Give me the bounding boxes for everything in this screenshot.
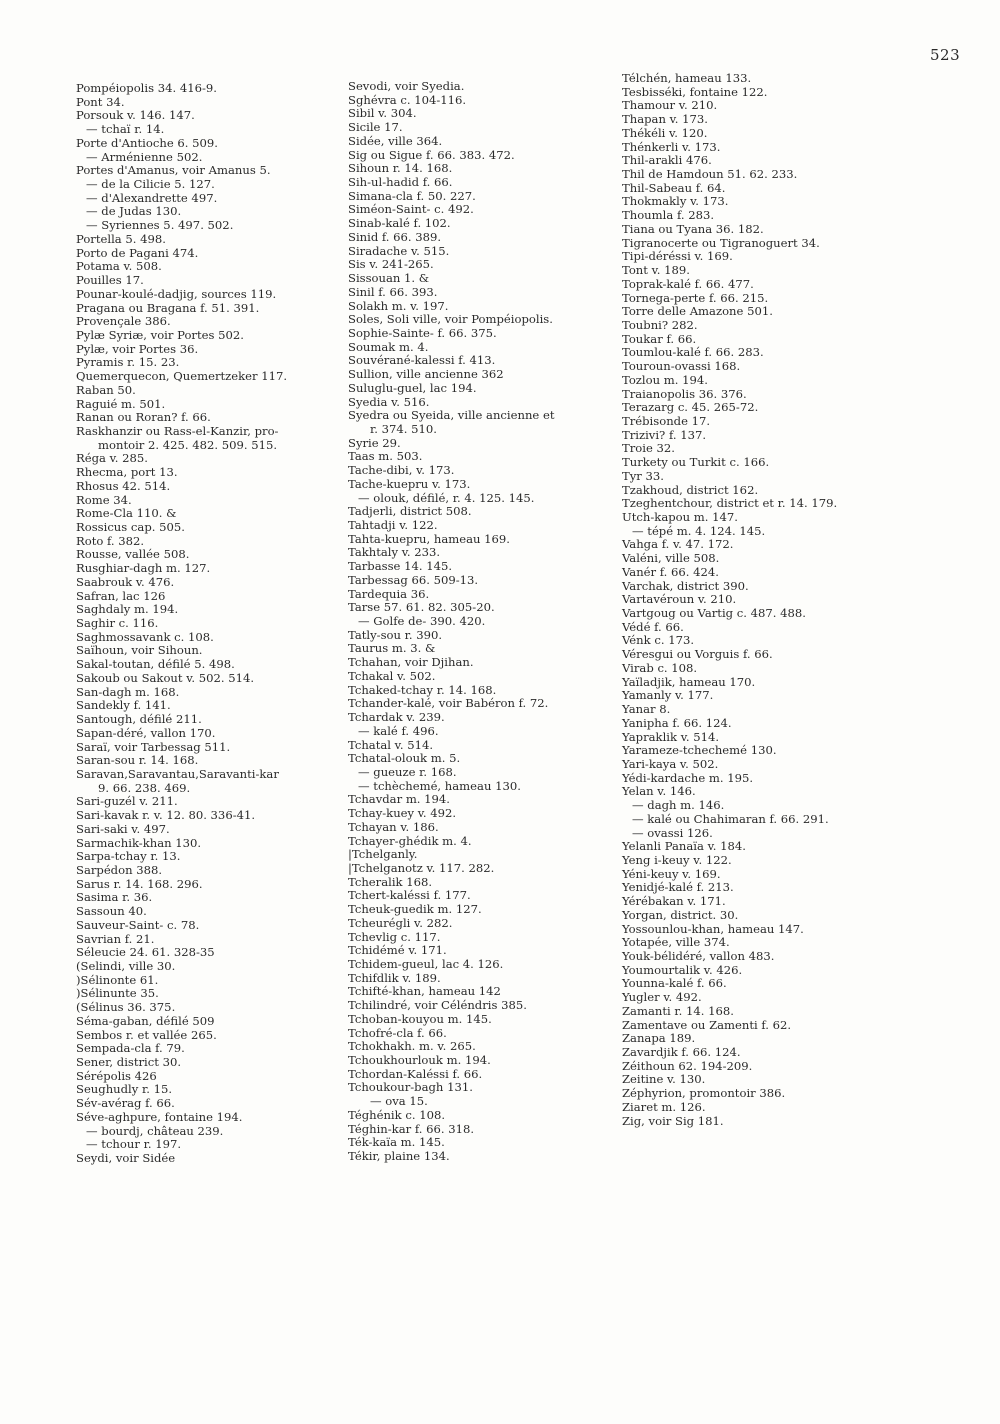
index-entry: — tchour r. 197. xyxy=(86,1137,182,1152)
index-entry: Thénkerli v. 173. xyxy=(622,139,721,154)
index-entry: Tchilindré, voir Céléndris 385. xyxy=(348,998,527,1013)
index-entry: Varchak, district 390. xyxy=(622,578,749,593)
index-entry: Tzakhoud, district 162. xyxy=(622,482,759,497)
index-entry: Tchayan v. 186. xyxy=(348,819,439,834)
index-entry: Tchoukhourlouk m. 194. xyxy=(348,1053,491,1068)
index-entry: Youmourtalik v. 426. xyxy=(622,962,743,977)
page-number: 523 xyxy=(930,46,961,64)
index-entry: Zanapa 189. xyxy=(622,1031,696,1046)
index-column-1 xyxy=(76,82,344,1166)
index-entry: Vartavéroun v. 210. xyxy=(622,592,737,607)
index-entry: Toprak-kalé f. 66. 477. xyxy=(622,276,754,291)
index-entry: Torre delle Amazone 501. xyxy=(622,304,773,319)
index-entry: Sarmachik-khan 130. xyxy=(76,835,202,850)
index-entry: — tchaï r. 14. xyxy=(86,122,165,137)
index-entry: Seydi, voir Sidée xyxy=(76,1151,176,1166)
index-entry: Suluglu-guel, lac 194. xyxy=(348,380,477,395)
index-entry: — Arménienne 502. xyxy=(86,149,203,164)
index-entry: Sérépolis 426 xyxy=(76,1068,157,1083)
index-entry: Yugler v. 492. xyxy=(622,990,702,1005)
index-entry: Saran-sou r. 14. 168. xyxy=(76,753,199,768)
index-entry: Younna-kalé f. 66. xyxy=(622,976,727,991)
index-entry: Zig, voir Sig 181. xyxy=(622,1113,724,1128)
index-entry: Thamour v. 210. xyxy=(622,98,718,113)
index-entry: Tcheralik 168. xyxy=(348,874,433,889)
index-entry: Sarpa-tchay r. 13. xyxy=(76,849,181,864)
index-entry: Yapraklik v. 514. xyxy=(622,729,720,744)
index-entry: Tzeghentchour, district et r. 14. 179. xyxy=(622,496,838,511)
index-entry: Seughudly r. 15. xyxy=(76,1082,173,1097)
index-entry: Sidée, ville 364. xyxy=(348,133,443,148)
index-entry: Rhosus 42. 514. xyxy=(76,478,171,493)
index-entry: Sari-kavak r. v. 12. 80. 336-41. xyxy=(76,808,256,823)
index-entry: Sapan-déré, vallon 170. xyxy=(76,725,216,740)
index-entry: Souvérané-kalessi f. 413. xyxy=(348,353,496,368)
index-entry: Tchifté-khan, hameau 142 xyxy=(348,984,501,999)
index-entry: r. 374. 510. xyxy=(370,421,437,436)
index-entry: (Selindi, ville 30. xyxy=(76,959,176,973)
index-entry: Utch-kapou m. 147. xyxy=(622,510,738,524)
index-entry: Tache-kuepru v. 173. xyxy=(348,476,471,491)
index-entry: Yelan v. 146. xyxy=(622,784,696,799)
index-entry: Yérébakan v. 171. xyxy=(622,894,726,909)
index-entry: Tchaked-tchay r. 14. 168. xyxy=(348,682,497,697)
index-entry: — ovassi 126. xyxy=(632,825,713,840)
index-entry: — olouk, défilé, r. 4. 125. 145. xyxy=(358,490,535,505)
index-entry: Valéni, ville 508. xyxy=(622,551,720,566)
index-entry: Tcheurégli v. 282. xyxy=(348,915,453,930)
index-entry: Vénk c. 173. xyxy=(622,633,695,648)
index-entry: Tchay-kuey v. 492. xyxy=(348,806,457,821)
index-entry: Yelanli Panaïa v. 184. xyxy=(622,839,746,854)
index-entry: Sophie-Sainte- f. 66. 375. xyxy=(348,325,497,340)
index-entry: Saghdaly m. 194. xyxy=(76,602,179,617)
index-entry: Tigranocerte ou Tigranoguert 34. xyxy=(622,235,820,250)
index-entry: Pylæ Syriæ, voir Portes 502. xyxy=(76,327,244,342)
index-entry: 9. 66. 238. 469. xyxy=(98,780,191,795)
index-entry: Pylæ, voir Portes 36. xyxy=(76,341,199,356)
index-entry: Toukar f. 66. xyxy=(622,331,697,346)
index-entry: Tozlou m. 194. xyxy=(622,372,708,387)
index-entry: Zéithoun 62. 194-209. xyxy=(622,1058,753,1073)
index-entry: Rome 34. xyxy=(76,492,132,507)
index-entry: Rome-Cla 110. & xyxy=(76,506,177,521)
index-entry: |Tchelganotz v. 117. 282. xyxy=(348,860,495,875)
index-entry: — bourdj, château 239. xyxy=(86,1123,224,1138)
index-entry: Sih-ul-hadid f. 66. xyxy=(348,175,453,190)
index-entry: Tadjerli, district 508. xyxy=(348,504,472,519)
index-entry: — de Judas 130. xyxy=(86,204,182,219)
index-entry: Tarse 57. 61. 82. 305-20. xyxy=(348,600,495,615)
index-entry: Sakoub ou Sakout v. 502. 514. xyxy=(76,670,255,685)
index-entry: Sinil f. 66. 393. xyxy=(348,284,438,299)
index-entry: Thékéli v. 120. xyxy=(622,125,708,140)
index-entry: Tiana ou Tyana 36. 182. xyxy=(622,221,764,236)
index-entry: Saghir c. 116. xyxy=(76,616,159,631)
index-entry: Yaïladjik, hameau 170. xyxy=(622,674,756,689)
index-entry: Sév-avérag f. 66. xyxy=(76,1096,175,1111)
index-entry: Raskhanzir ou Rass-el-Kanzir, pro- xyxy=(76,423,279,438)
index-entry: Tchoban-kouyou m. 145. xyxy=(348,1011,492,1026)
index-entry: — tchèchemé, hameau 130. xyxy=(358,778,521,793)
index-entry: Rusghiar-dagh m. 127. xyxy=(76,561,211,576)
index-entry: Tache-dibi, v. 173. xyxy=(348,463,455,478)
index-entry: Sihoun r. 14. 168. xyxy=(348,161,453,176)
index-entry: — dagh m. 146. xyxy=(632,798,725,813)
index-entry: Téghin-kar f. 66. 318. xyxy=(348,1121,475,1136)
index-entry: Pont 34. xyxy=(76,94,125,109)
index-entry: Roto f. 382. xyxy=(76,533,145,548)
index-entry: Tesbisséki, fontaine 122. xyxy=(622,84,768,99)
index-entry: Sarus r. 14. 168. 296. xyxy=(76,876,203,891)
index-entry: Véresgui ou Vorguis f. 66. xyxy=(622,647,773,662)
index-entry: Tchidem-gueul, lac 4. 126. xyxy=(348,957,504,971)
index-entry: Taurus m. 3. & xyxy=(348,641,436,656)
index-entry: Sghévra c. 104-116. xyxy=(348,92,467,107)
index-entry: — kalé ou Chahimaran f. 66. 291. xyxy=(632,811,829,826)
index-entry: — d'Alexandrette 497. xyxy=(86,190,218,205)
index-entry: Syedra ou Syeida, ville ancienne et xyxy=(348,408,555,423)
index-entry: Quemerquecon, Quemertzeker 117. xyxy=(76,369,288,384)
index-entry: Zéphyrion, promontoir 386. xyxy=(622,1086,786,1101)
index-entry: Rhecma, port 13. xyxy=(76,465,178,480)
index-entry: Soumak m. 4. xyxy=(348,339,429,354)
index-entry: Turkety ou Turkit c. 166. xyxy=(622,455,770,470)
index-entry: Védé f. 66. xyxy=(622,619,684,634)
index-entry: Pouilles 17. xyxy=(76,273,144,288)
index-entry: Sandekly f. 141. xyxy=(76,698,171,713)
index-entry: Vahga f. v. 47. 172. xyxy=(622,537,734,552)
index-entry: Zeitine v. 130. xyxy=(622,1072,706,1087)
index-entry: Sarpédon 388. xyxy=(76,862,163,877)
index-entry: Vartgoug ou Vartig c. 487. 488. xyxy=(622,606,806,621)
index-entry: Yorgan, district. 30. xyxy=(622,907,739,922)
index-entry: Syrie 29. xyxy=(348,435,401,450)
index-entry: Yari-kaya v. 502. xyxy=(622,756,719,771)
index-entry: Yossounlou-khan, hameau 147. xyxy=(622,921,804,936)
index-entry: Takhtaly v. 233. xyxy=(348,545,441,560)
index-entry: |Tchelganly. xyxy=(348,847,418,862)
index-entry: Zavardjik f. 66. 124. xyxy=(622,1045,741,1060)
index-entry: Provençale 386. xyxy=(76,314,171,329)
index-entry: Youk-bélidéré, vallon 483. xyxy=(622,949,775,963)
index-entry: Thil-Sabeau f. 64. xyxy=(622,180,726,195)
index-entry: Sembos r. et vallée 265. xyxy=(76,1027,217,1042)
index-entry: Sinab-kalé f. 102. xyxy=(348,216,451,231)
index-entry: — ova 15. xyxy=(370,1094,428,1109)
index-entry: Thil de Hamdoun 51. 62. 233. xyxy=(622,167,798,182)
index-entry: Ziaret m. 126. xyxy=(622,1099,706,1114)
index-entry: Tchoukour-bagh 131. xyxy=(348,1080,473,1095)
index-entry: Saïhoun, voir Sihoun. xyxy=(76,643,203,658)
index-entry: (Sélinus 36. 375. xyxy=(76,1000,176,1015)
index-entry: Tchayer-ghédik m. 4. xyxy=(348,833,472,848)
index-entry: Tchokhakh. m. v. 265. xyxy=(348,1039,476,1054)
index-entry: Sauveur-Saint- c. 78. xyxy=(76,917,200,932)
index-entry: Troie 32. xyxy=(622,441,675,456)
index-entry: Tchatal v. 514. xyxy=(348,737,434,752)
index-entry: Téghénik c. 108. xyxy=(348,1107,446,1122)
index-entry: Taas m. 503. xyxy=(348,449,423,464)
index-entry: Savrian f. 21. xyxy=(76,931,155,946)
index-entry: Yenidjé-kalé f. 213. xyxy=(622,880,734,895)
index-entry: Portes d'Amanus, voir Amanus 5. xyxy=(76,163,271,178)
index-entry: Trizivi? f. 137. xyxy=(622,427,707,442)
index-entry: Tchander-kalé, voir Babéron f. 72. xyxy=(348,696,549,711)
index-entry: Tyr 33. xyxy=(622,468,664,483)
index-entry: Tont v. 189. xyxy=(622,263,690,278)
index-entry: )Sélinunte 35. xyxy=(76,986,159,1001)
index-entry: Sis v. 241-265. xyxy=(348,257,434,272)
index-entry: Safran, lac 126 xyxy=(76,588,166,603)
index-entry: Sevodi, voir Syedia. xyxy=(348,79,465,93)
index-entry: Rossicus cap. 505. xyxy=(76,520,185,534)
index-entry: Tékir, plaine 134. xyxy=(348,1149,450,1164)
index-entry: Tchahan, voir Djihan. xyxy=(348,655,474,670)
index-entry: montoir 2. 425. 482. 509. 515. xyxy=(98,437,278,452)
index-entry: Zamanti r. 14. 168. xyxy=(622,1003,734,1018)
index-entry: Tarbasse 14. 145. xyxy=(348,559,453,574)
index-entry: Virab c. 108. xyxy=(622,660,698,675)
index-entry: Sakal-toutan, défilé 5. 498. xyxy=(76,657,235,672)
index-entry: Thil-arakli 476. xyxy=(622,153,712,168)
index-entry: Thapan v. 173. xyxy=(622,112,708,127)
index-entry: Pyramis r. 15. 23. xyxy=(76,355,180,370)
index-entry: Saravan,Saravantau,Saravanti-kar xyxy=(76,766,279,781)
index-entry: Porsouk v. 146. 147. xyxy=(76,108,195,123)
index-entry: Porto de Pagani 474. xyxy=(76,245,199,260)
index-entry: Ranan ou Roran? f. 66. xyxy=(76,410,211,425)
index-entry: Tchofré-cla f. 66. xyxy=(348,1025,447,1040)
index-entry: Sari-guzél v. 211. xyxy=(76,794,178,809)
index-entry: Tchordan-Kaléssi f. 66. xyxy=(348,1066,483,1081)
index-entry: Toumlou-kalé f. 66. 283. xyxy=(622,345,764,360)
index-entry: Tornega-perte f. 66. 215. xyxy=(622,290,769,305)
index-entry: Tardequia 36. xyxy=(348,586,430,601)
index-entry: Yotapée, ville 374. xyxy=(622,935,730,950)
index-entry: Tcheuk-guedik m. 127. xyxy=(348,902,482,917)
index-entry: Séve-aghpure, fontaine 194. xyxy=(76,1109,243,1124)
index-entry: Tchavdar m. 194. xyxy=(348,792,450,807)
index-entry: Sassoun 40. xyxy=(76,904,147,919)
index-entry: Pounar-koulé-dadjig, sources 119. xyxy=(76,286,277,301)
index-entry: Potama v. 508. xyxy=(76,259,162,274)
index-entry: Ték-kaïa m. 145. xyxy=(348,1135,445,1150)
index-entry: Santough, défilé 211. xyxy=(76,712,202,727)
index-entry: Vanér f. 66. 424. xyxy=(622,564,719,579)
index-entry: Portella 5. 498. xyxy=(76,231,166,246)
index-entry: Sempada-cla f. 79. xyxy=(76,1041,185,1056)
index-entry: )Sélinonte 61. xyxy=(76,972,159,987)
index-entry: Raguié m. 501. xyxy=(76,396,166,411)
index-entry: Siradache v. 515. xyxy=(348,243,450,258)
index-entry: — de la Cilicie 5. 127. xyxy=(86,177,215,192)
index-entry: — tépé m. 4. 124. 145. xyxy=(632,523,766,538)
index-entry: Yarameze-tchechemé 130. xyxy=(622,743,777,758)
index-entry: Réga v. 285. xyxy=(76,451,148,466)
index-column-2 xyxy=(348,80,616,1164)
index-entry: Pompéiopolis 34. 416-9. xyxy=(76,81,217,95)
index-entry: Tarbessag 66. 509-13. xyxy=(348,572,479,587)
index-entry: Sener, district 30. xyxy=(76,1055,182,1070)
index-entry: Tahtadji v. 122. xyxy=(348,518,438,532)
index-entry: Yanar 8. xyxy=(622,702,671,717)
index-entry: Touroun-ovassi 168. xyxy=(622,359,741,374)
index-entry: Tchifdlik v. 189. xyxy=(348,970,441,985)
index-entry: Saraï, voir Tarbessag 511. xyxy=(76,739,231,754)
index-entry: Trébisonde 17. xyxy=(622,413,711,428)
index-entry: Saabrouk v. 476. xyxy=(76,574,175,589)
index-entry: San-dagh m. 168. xyxy=(76,684,180,699)
index-entry: — kalé f. 496. xyxy=(358,723,439,738)
index-entry: Tchardak v. 239. xyxy=(348,710,445,725)
index-entry: — Syriennes 5. 497. 502. xyxy=(86,218,234,233)
index-entry: Toubni? 282. xyxy=(622,317,698,332)
index-entry: Saghmossavank c. 108. xyxy=(76,629,214,644)
index-entry: Télchén, hameau 133. xyxy=(622,71,752,85)
index-entry: Traianopolis 36. 376. xyxy=(622,386,747,401)
index-entry: Zamentave ou Zamenti f. 62. xyxy=(622,1017,792,1032)
index-entry: Soles, Soli ville, voir Pompéiopolis. xyxy=(348,312,553,327)
index-entry: Yamanly v. 177. xyxy=(622,688,714,703)
index-entry: Sig ou Sigue f. 66. 383. 472. xyxy=(348,147,515,162)
index-entry: Tchert-kaléssi f. 177. xyxy=(348,888,471,903)
index-entry: Sasima r. 36. xyxy=(76,890,153,905)
index-entry: Sissouan 1. & xyxy=(348,271,430,286)
index-entry: Yédi-kardache m. 195. xyxy=(622,770,754,785)
index-entry: Solakh m. v. 197. xyxy=(348,298,449,313)
index-entry: Sinid f. 66. 389. xyxy=(348,229,442,244)
index-entry: Rousse, vallée 508. xyxy=(76,547,190,562)
index-entry: Syedia v. 516. xyxy=(348,394,430,409)
index-entry: Sullion, ville ancienne 362 xyxy=(348,367,504,382)
index-entry: Pragana ou Bragana f. 51. 391. xyxy=(76,300,260,315)
index-entry: Tchevlig c. 117. xyxy=(348,929,441,944)
index-entry: Yeng i-keuy v. 122. xyxy=(622,852,732,867)
index-entry: Séma-gaban, défilé 509 xyxy=(76,1013,215,1028)
index-entry: Tahta-kuepru, hameau 169. xyxy=(348,531,510,546)
index-entry: Séleucie 24. 61. 328-35 xyxy=(76,945,215,960)
index-entry: Yéni-keuy v. 169. xyxy=(622,866,721,881)
index-entry: Tipi-déréssi v. 169. xyxy=(622,249,733,264)
index-entry: Tchatal-olouk m. 5. xyxy=(348,751,461,766)
index-entry: Siméon-Saint- c. 492. xyxy=(348,202,474,217)
index-entry: Sibil v. 304. xyxy=(348,106,417,121)
index-entry: Thoumla f. 283. xyxy=(622,208,715,223)
index-entry: Yanipha f. 66. 124. xyxy=(622,715,732,730)
index-entry: Porte d'Antioche 6. 509. xyxy=(76,135,218,150)
index-entry: Simana-cla f. 50. 227. xyxy=(348,188,476,203)
index-entry: Thokmakly v. 173. xyxy=(622,194,729,209)
index-entry: Terazarg c. 45. 265-72. xyxy=(622,400,759,415)
index-column-3 xyxy=(622,72,890,1128)
index-entry: Raban 50. xyxy=(76,382,136,397)
index-entry: Sicile 17. xyxy=(348,120,403,135)
index-entry: — gueuze r. 168. xyxy=(358,764,457,779)
index-entry: Tchakal v. 502. xyxy=(348,668,436,683)
index-entry: Tatly-sou r. 390. xyxy=(348,627,443,642)
index-entry: Tchidémé v. 171. xyxy=(348,943,447,958)
index-entry: Sari-saki v. 497. xyxy=(76,821,170,836)
index-entry: — Golfe de- 390. 420. xyxy=(358,614,486,629)
